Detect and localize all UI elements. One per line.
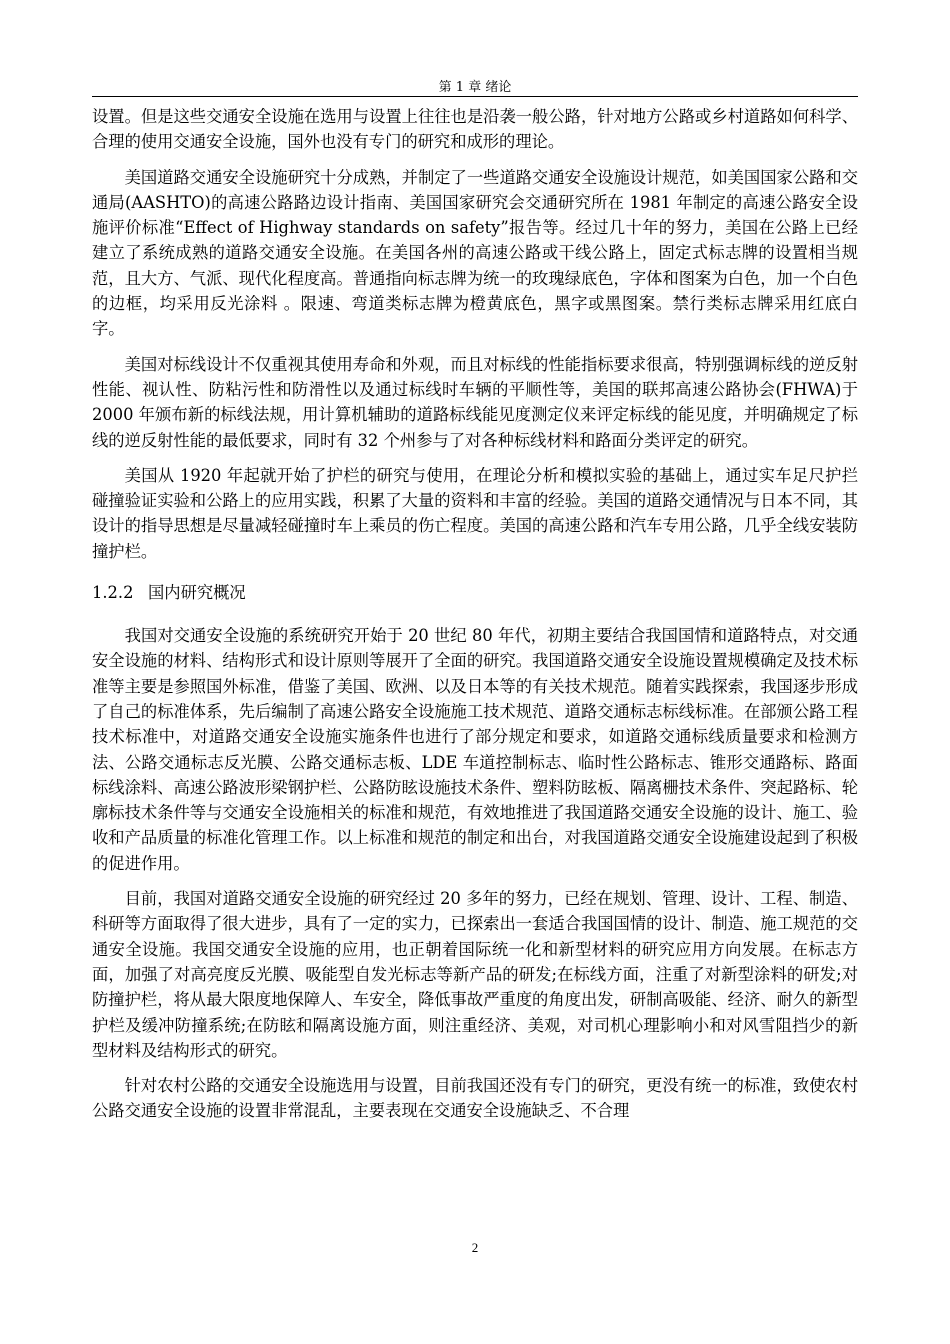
header-rule bbox=[92, 96, 858, 97]
paragraph-us-guardrails: 美国从 1920 年起就开始了护栏的研究与使用，在理论分析和模拟实验的基础上，通过实车足尺护拦碰撞验证实验和公路上的应用实践，积累了大量的资料和丰富的经验。美国的道路交通情况与日本不同，其设计的指导思想是尽量减轻碰撞时车上乘员的伤亡程度。美国的高速公路和汽车专用公路，几乎全线安装防撞护栏。 bbox=[92, 465, 858, 561]
page-number: 2 bbox=[471, 1240, 479, 1255]
paragraph-continuation: 设置。但是这些交通安全设施在选用与设置上往往也是沿袭一般公路，针对地方公路或乡村道路如何科学、合理的使用交通安全设施，国外也没有专门的研究和成形的理论。 bbox=[92, 107, 858, 152]
paragraph-rural-roads: 针对农村公路的交通安全设施选用与设置，目前我国还没有专门的研究，更没有统一的标准，致使农村公路交通安全设施的设置非常混乱，主要表现在交通安全设施缺乏、不合理 bbox=[92, 1076, 858, 1121]
section-number: 1.2.2 bbox=[92, 583, 134, 603]
paragraph-us-standards: 美国道路交通安全设施研究十分成熟，并制定了一些道路交通安全设施设计规范，如美国国家公路和交通局(AASHTO)的高速公路路边设计指南、美国国家研究会交通研究所在 1981 年制定的高速公路安全设施评价标准“Effect of Highway standards on safety”报告等。经过几十年的努力，美国在公路上已经建立了系统成熟的道路交通安全设施。在美国各州的高速公路或干线公路上，固定式标志牌的设置相当规范，且大方、气派、现代化程度高。普通指向标志牌为统一的玫瑰绿底色，字体和图案为白色，加一个白色的边框，均采用反光涂料 。限速、弯道类标志牌为橙黄底色，黑字或黑图案。禁行类标志牌采用红底白字。 bbox=[92, 167, 858, 339]
body-text bbox=[92, 104, 858, 1134]
paragraph-us-markings: 美国对标线设计不仅重视其使用寿命和外观，而且对标线的性能指标要求很高，特别强调标线的逆反射性能、视认性、防粘污性和防滑性以及通过标线时车辆的平顺性等，美国的联邦高速公路协会(FHWA)于 2000 年颁布新的标线法规，用计算机辅助的道路标线能见度测定仪来评定标线的能见度，并明确规定了标线的逆反射性能的最低要求，同时有 32 个州参与了对各种标线材料和路面分类评定的研究。 bbox=[92, 354, 858, 450]
paragraph-domestic-history: 我国对交通安全设施的系统研究开始于 20 世纪 80 年代，初期主要结合我国国情和道路特点，对交通安全设施的材料、结构形式和设计原则等展开了全面的研究。我国道路交通安全设施设置规模确定及技术标准等主要是参照国外标准，借鉴了美国、欧洲、以及日本等的有关技术规范。随着实践探索，我国逐步形成了自己的标准体系，先后编制了高速公路安全设施施工技术规范、道路交通标志标线标准。在部颁公路工程技术标准中，对道路交通安全设施实施条件也进行了部分规定和要求，如道路交通标线质量要求和检测方法、公路交通标志反光膜、公路交通标志板、LDE 车道控制标志、临时性公路标志、锥形交通路标、路面标线涂料、高速公路波形梁钢护栏、公路防眩设施技术条件、塑料防眩板、隔离栅技术条件、突起路标、轮廓标技术条件等与交通安全设施相关的标准和规范，有效地推进了我国道路交通安全设施的设计、施工、验收和产品质量的标准化管理工作。以上标准和规范的制定和出台，对我国道路交通安全设施建设起到了积极的促进作用。 bbox=[92, 626, 858, 873]
paragraph-domestic-current: 目前，我国对道路交通安全设施的研究经过 20 多年的努力，已经在规划、管理、设计、工程、制造、科研等方面取得了很大进步，具有了一定的实力，已探索出一套适合我国国情的设计、制造、施工规范的交通安全设施。我国交通安全设施的应用，也正朝着国际统一化和新型材料的研究应用方向发展。在标志方面，加强了对高亮度反光膜、吸能型自发光标志等新产品的研发;在标线方面，注重了对新型涂料的研发;对防撞护栏，将从最大限度地保障人、车安全，降低事故严重度的角度出发，研制高吸能、经济、耐久的新型护栏及缓冲防撞系统;在防眩和隔离设施方面，则注重经济、美观，对司机心理影响小和对风雪阻挡少的新型材料及结构形式的研究。 bbox=[92, 889, 858, 1060]
running-header: 第 1 章 绪论 bbox=[438, 80, 512, 95]
section-heading bbox=[92, 580, 858, 605]
section-title: 国内研究概况 bbox=[148, 583, 246, 603]
